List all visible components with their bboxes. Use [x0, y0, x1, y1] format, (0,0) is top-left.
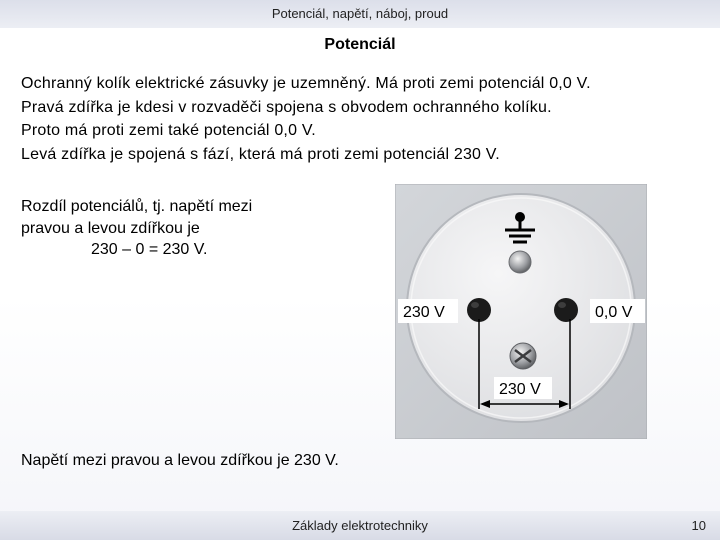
- header-title: Potenciál, napětí, náboj, proud: [271, 6, 449, 21]
- voltage-label: 230 V: [499, 381, 541, 398]
- intro-line: Levá zdířka je spojená s fází, která má proti zemi potenciál 230 V.: [21, 145, 500, 163]
- socket-photo: [395, 184, 647, 439]
- left-hole: [467, 298, 491, 322]
- difference-line: pravou a levou zdířkou je: [21, 219, 200, 237]
- footer-bar: [0, 511, 720, 540]
- left-potential-label: 230 V: [403, 304, 445, 321]
- intro-line: Proto má proti zemi také potenciál 0,0 V.: [21, 122, 316, 139]
- right-hole: [554, 298, 578, 322]
- intro-line: Pravá zdířka je kdesi v rozvaděči spojena s obvodem ochranného kolíku.: [21, 98, 552, 116]
- slide-title: Potenciál: [324, 36, 396, 53]
- page-number: 10: [691, 518, 706, 533]
- intro-line: Ochranný kolík elektrické zásuvky je uzemněný. Má proti zemi potenciál 0,0 V.: [21, 75, 591, 92]
- right-potential-label: 0,0 V: [595, 304, 633, 321]
- difference-paragraph: [21, 196, 321, 261]
- conclusion-text: Napětí mezi pravou a levou zdířkou je 230 V.: [21, 452, 339, 469]
- header-bar: [0, 0, 720, 28]
- difference-line: Rozdíl potenciálů, tj. napětí mezi: [21, 198, 253, 215]
- ground-pin: [509, 251, 531, 273]
- difference-formula: 230 – 0 = 230 V.: [91, 241, 208, 258]
- footer-title: Základy elektrotechniky: [292, 518, 428, 533]
- intro-paragraph: [21, 72, 701, 166]
